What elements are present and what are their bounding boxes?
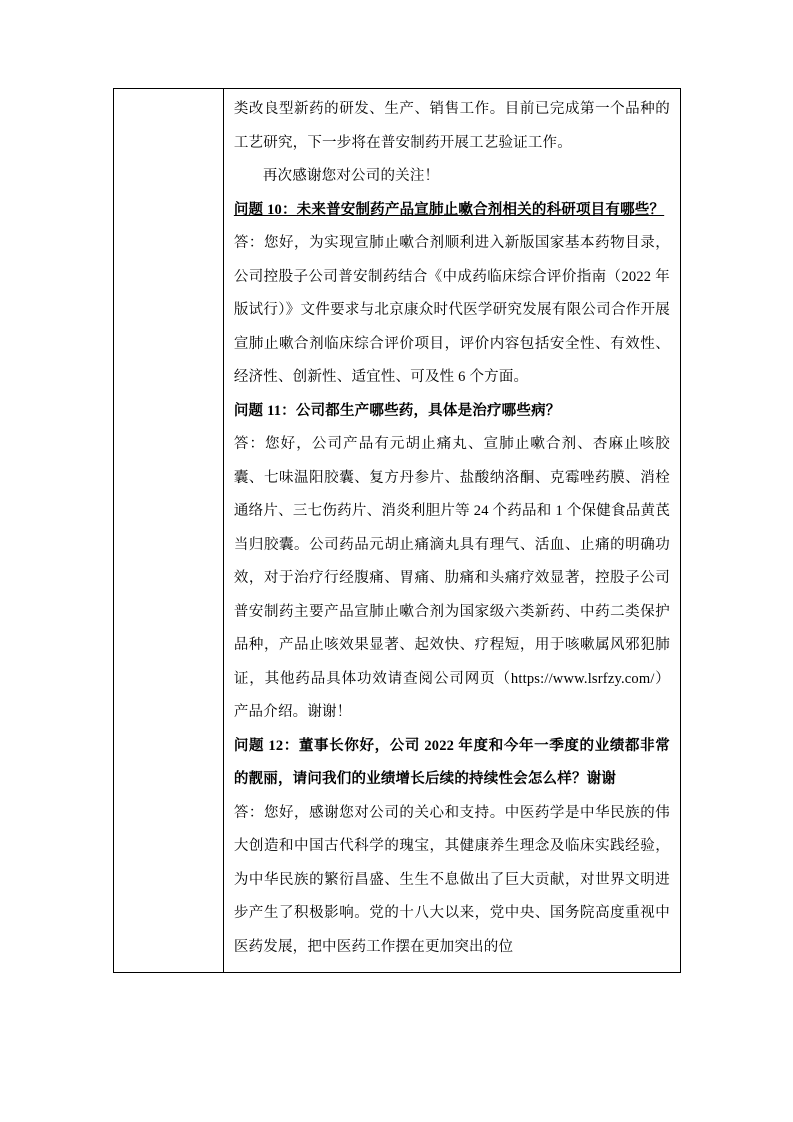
paragraph-continuation: 类改良型新药的研发、生产、销售工作。目前已完成第一个品种的工艺研究，下一步将在普安制药开展工艺验证工作。 (233, 101, 670, 151)
table-cell-label (114, 89, 224, 973)
answer-12: 答：您好，感谢您对公司的关心和支持。中医药学是中华民族的伟大创造和中国古代科学的瑰宝，其健康养生理念及临床实践经验，为中华民族的繁衍昌盛、生生不息做出了巨大贡献，对世界文明进步产生了积极影响。党的十八大以来，党中央、国务院高度重视中医药发展，把中医药工作摆在更加突出的位 (233, 804, 670, 955)
question-10-heading (234, 194, 670, 228)
question-10-text: 问题 10：未来普安制药产品宣肺止嗽合剂相关的科研项目有哪些？ (233, 201, 665, 218)
answer-11: 答：您好，公司产品有元胡止痛丸、宣肺止嗽合剂、杏麻止咳胶囊、七味温阳胶囊、复方丹参片、盐酸纳洛酮、克霉唑药膜、消栓通络片、三七伤药片、消炎利胆片等 24 个药品和 1 个保健食品黄芪当归胶囊。公司药品元胡止痛滴丸具有理气、活血、止痛的明确功效，对于治疗行经腹痛、胃痛、肋痛和头痛疗效显著，控股子公司普安制药主要产品宣肺止嗽合剂为国家级六类新药、中药二类保护品种，产品止咳效果显著、起效快、疗程短，用于咳嗽属风邪犯肺证，其他药品具体功效请查阅公司网页（https://www.lsrfzy.com/）产品介绍。谢谢！ (233, 436, 670, 720)
table-cell-body (223, 89, 680, 973)
paragraph-thanks: 再次感谢您对公司的关注！ (262, 168, 440, 184)
table-row (114, 89, 681, 973)
content-table (113, 88, 681, 973)
question-11-heading: 问题 11：公司都生产哪些药，具体是治疗哪些病？ (233, 402, 561, 419)
answer-10: 答：您好，为实现宣肺止嗽合剂顺利进入新版国家基本药物目录，公司控股子公司普安制药结合《中成药临床综合评价指南（2022 年版试行）》文件要求与北京康众时代医学研究发展有限公司合作开展宣肺止嗽合剂临床综合评价项目，评价内容包括安全性、有效性、经济性、创新性、适宜性、可及性 6 个方面。 (233, 235, 670, 385)
question-12-heading: 问题 12：董事长你好，公司 2022 年度和今年一季度的业绩都非常的靓丽，请问我们的业绩增长后续的持续性会怎么样？谢谢 (233, 737, 670, 787)
